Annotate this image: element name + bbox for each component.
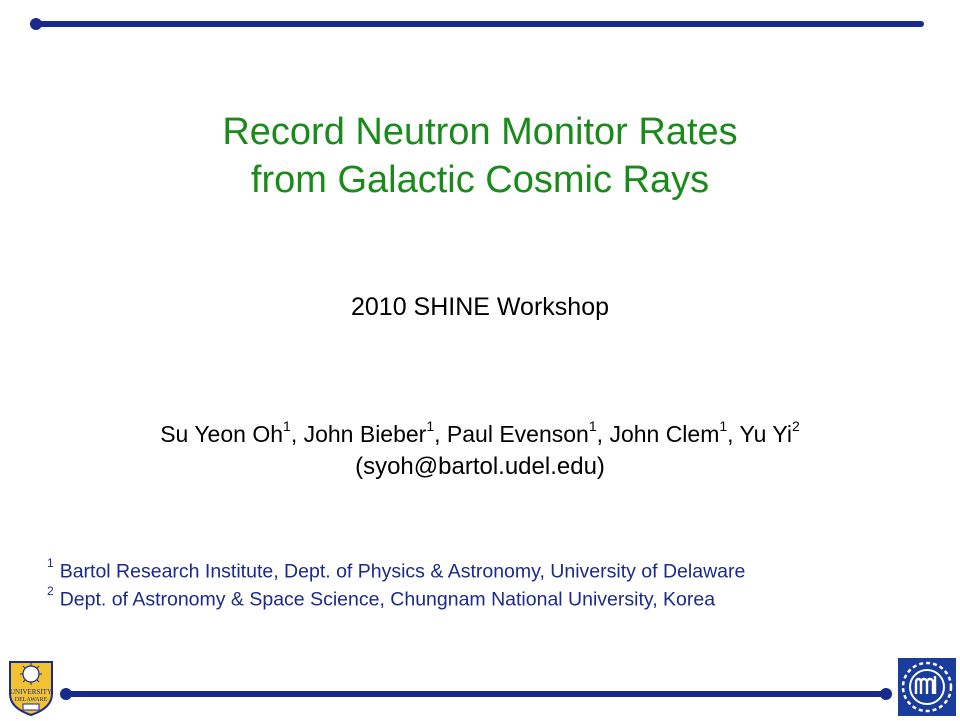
title-line-2: from Galactic Cosmic Rays (250, 159, 710, 201)
top-rule (36, 21, 924, 27)
author-4: Yu Yi$^2$ (739, 418, 800, 447)
bottom-rule (66, 691, 886, 697)
author-3: John Clem$^1$, (609, 418, 740, 447)
affiliation-2-number: 2 (47, 584, 54, 598)
affiliation-1 (47, 554, 745, 584)
author-1: John Bieber$^1$, (303, 418, 447, 447)
title-line-1: Record Neutron Monitor Rates (222, 111, 738, 153)
slide-title (0, 108, 960, 204)
bottom-rule-dot-right (880, 688, 892, 700)
affiliation-1-number: 1 (47, 556, 54, 570)
svg-text:DELAWARE: DELAWARE (14, 697, 48, 703)
affiliation-2 (47, 582, 715, 612)
affiliation-2-text: Dept. of Astronomy & Space Science, Chungnam National University, Korea (59, 588, 716, 611)
contact-email: (syoh@bartol.udel.edu) (355, 453, 605, 480)
author-list (0, 414, 960, 448)
event-name: 2010 SHINE Workshop (351, 293, 609, 321)
svg-text:UNIVERSITY: UNIVERSITY (10, 688, 52, 696)
university-of-delaware-logo (6, 660, 56, 716)
chungnam-national-university-logo (898, 658, 956, 716)
author-0: Su Yeon Oh$^1$, (160, 418, 304, 447)
affiliation-1-text: Bartol Research Institute, Dept. of Physics & Astronomy, University of Delaware (59, 560, 746, 583)
author-2: Paul Evenson$^1$, (446, 418, 610, 447)
